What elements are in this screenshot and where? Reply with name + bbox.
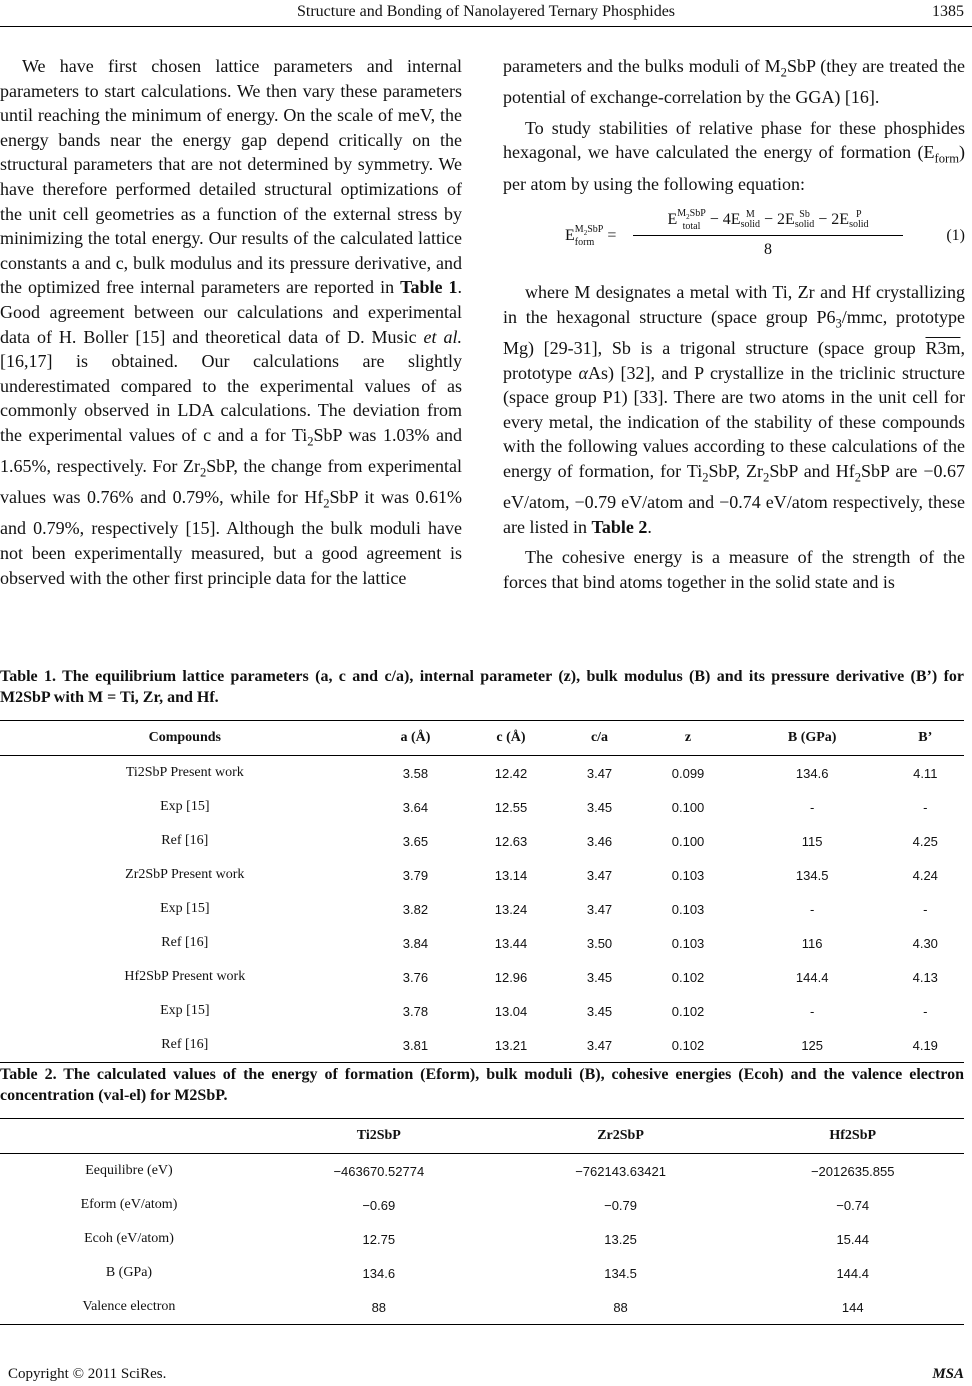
text-run: ) per atom by using the following equation: (503, 142, 965, 194)
table-cell: 88 (258, 1290, 500, 1325)
row-label: Hf2SbP Present work (124, 969, 246, 984)
table-cell: 0.102 (638, 1028, 738, 1063)
equation-number: (1) (946, 227, 965, 245)
table-cell: - (923, 901, 928, 917)
table-cell: 125 (738, 1028, 887, 1063)
table-row (0, 1154, 964, 1189)
table-cell: 3.82 (402, 901, 429, 917)
row-label: Eequilibre (eV) (85, 1163, 173, 1178)
table-cell: 13.14 (494, 867, 528, 883)
row-label: Ref [16] (161, 935, 209, 950)
row-label: Ti2SbP Present work (125, 765, 244, 780)
table-cell: 0.100 (671, 833, 705, 849)
table-cell: - (810, 1003, 815, 1019)
table-cell: - (923, 799, 928, 815)
column-header: B’ (887, 721, 964, 756)
running-title: Structure and Bonding of Nanolayered Ternary Phosphides (296, 3, 676, 20)
text-run: where M designates a metal with Ti, Zr and Hf crystallizing in the hexagonal structure (space group P6 (503, 282, 965, 327)
table-cell: 88 (500, 1290, 742, 1325)
table-cell: 3.58 (402, 765, 429, 781)
table-cell: - (810, 799, 815, 815)
header-rule (0, 26, 972, 27)
table-row (0, 824, 964, 858)
text-run: parameters and the bulks moduli of M (503, 56, 781, 76)
text-run: ) [33]. There are two atoms in the unit cell for every metal, the indication of the stability of these compounds with the following values according to these calculations of the energy of formation, for Ti (503, 387, 965, 481)
paragraph-formation (503, 116, 965, 196)
subscript-2: 2 (323, 496, 330, 511)
column-header: Zr2SbP (500, 1119, 742, 1154)
equation-1 (503, 204, 965, 270)
table-row (0, 756, 964, 791)
row-label: Exp [15] (160, 901, 210, 916)
table-cell: 3.79 (402, 867, 429, 883)
column-header: c (Å) (461, 721, 561, 756)
table-row (0, 926, 964, 960)
table-cell: 3.50 (586, 935, 613, 951)
table-row (0, 1222, 964, 1256)
table-cell: 3.47 (586, 765, 613, 781)
table-cell: 3.45 (586, 1003, 613, 1019)
table-cell: - (923, 1003, 928, 1019)
table-cell: 3.84 (402, 935, 429, 951)
table-cell: 13.21 (461, 1028, 561, 1063)
table-cell: −0.74 (836, 1197, 870, 1213)
table-cell: - (810, 901, 815, 917)
row-label: Ecoh (eV/atom) (84, 1231, 174, 1246)
text-run: We have first chosen lattice parameters and internal parameters to start calculations. We then vary these parameters until reaching the minimum of energy. On the scale of meV, the energy bands near the energy gap depend critically on the structural parameters that are not determined by symmetry. We have therefore performed detailed structural optimizations of the unit cell geometries as a function of the external stress by minimizing the total energy. Our results of the calculated lattice constants a and c, bulk modulus and its pressure derivative, and the optimized free internal parameters are reported in (0, 56, 462, 298)
paragraph-cohesive: The cohesive energy is a measure of the strength of the forces that bind atoms together in the solid state and is (503, 547, 965, 592)
text-run: SbP are −0.67 eV/atom, −0.79 eV/atom and −0.74 eV/atom respectively, these are listed in (503, 460, 966, 537)
column-header: a (Å) (370, 721, 462, 756)
table-cell: −762143.63421 (575, 1163, 666, 1179)
table-cell: 134.6 (362, 1265, 396, 1281)
column-header (0, 1119, 258, 1154)
subscript-2: 2 (854, 470, 861, 485)
table-cell: −463670.52774 (333, 1163, 425, 1179)
text-run: [16,17] is obtained. Our calculations are slightly underestimated compared to the experimental values of as commonly observed in LDA calculations. The deviation from the experimental values of c and a for Ti (0, 351, 462, 445)
table-cell: 3.65 (402, 833, 429, 849)
table-cell: 3.45 (586, 969, 613, 985)
table-cell: 12.55 (494, 799, 528, 815)
table-cell: 3.47 (586, 901, 613, 917)
text-run: , prototype (503, 337, 965, 383)
table-cell: 3.78 (402, 1003, 429, 1019)
table-header-row (0, 721, 964, 756)
table-cell: 0.103 (671, 935, 705, 951)
table-cell: 0.103 (671, 901, 705, 917)
text-run: . Good agreement between our calculations and experimental data of H. Boller [15] and theoretical data of D. Music (0, 277, 463, 347)
text-run: As) [32], and P crystallize in the triclinic structure (space group (503, 362, 965, 408)
paragraph-continued (503, 54, 965, 110)
table-row (0, 994, 964, 1028)
table-cell: 116 (801, 935, 823, 951)
table-cell: 4.19 (887, 1028, 964, 1063)
table-cell: 12.63 (494, 833, 528, 849)
page-number: 1385 (932, 3, 964, 20)
table-cell: 3.76 (402, 969, 429, 985)
table-cell: 13.44 (494, 935, 528, 951)
table-cell: 4.30 (912, 935, 938, 951)
table-1-ref: Table 1 (400, 277, 458, 298)
row-label: Valence electron (0, 1290, 258, 1325)
alpha-symbol: α (578, 362, 588, 383)
equation-lhs: E $M_2SbP$ form = (565, 223, 617, 248)
table-cell: 4.25 (912, 833, 938, 849)
et-al: et al. (423, 326, 462, 347)
subscript-form: form (934, 151, 959, 166)
left-column (0, 54, 462, 590)
equation-fraction (633, 208, 903, 262)
table-cell: 4.13 (912, 969, 938, 985)
equation-denominator: 8 (764, 240, 772, 258)
subscript-2: 2 (307, 434, 314, 449)
table-cell: 0.100 (671, 799, 705, 815)
column-header: Ti2SbP (258, 1119, 500, 1154)
row-label: Zr2SbP Present work (125, 867, 245, 882)
column-header: Compounds (0, 721, 370, 756)
subscript-2: 2 (780, 65, 787, 80)
table-cell: 134.6 (795, 765, 829, 781)
table-cell: 3.64 (402, 799, 429, 815)
table-cell: 3.47 (561, 1028, 638, 1063)
table-1 (0, 720, 964, 1063)
journal-name: MSA (932, 1366, 964, 1382)
table-cell: 12.75 (362, 1231, 396, 1247)
table-row (0, 892, 964, 926)
table-cell: 115 (801, 833, 823, 849)
table-cell: 3.45 (586, 799, 613, 815)
table-cell: 15.44 (836, 1231, 869, 1247)
table-cell: 3.81 (370, 1028, 462, 1063)
table-row (0, 960, 964, 994)
space-group-r3m: R3m (925, 337, 961, 358)
text-run: SbP, the change from experimental values was 0.76% and 0.79%, while for Hf (0, 456, 463, 508)
lhs-symbol: E (565, 227, 575, 245)
table-row (0, 1028, 964, 1063)
table-cell: 12.42 (494, 765, 528, 781)
equation-numerator: E $M_2SbP$ total − 4E M solid − 2E Sb solid − 2E P solid (633, 208, 903, 236)
column-header: Hf2SbP (741, 1119, 964, 1154)
table-cell: 13.04 (494, 1003, 528, 1019)
table-cell: 12.96 (494, 969, 528, 985)
row-label: Exp [15] (160, 799, 210, 814)
table-cell: 0.102 (671, 969, 705, 985)
table-cell: 13.24 (494, 901, 528, 917)
table-row (0, 1256, 964, 1290)
column-header: B (GPa) (738, 721, 887, 756)
column-header: c/a (561, 721, 638, 756)
table-cell: 134.5 (795, 867, 829, 883)
table-cell: −2012635.855 (810, 1163, 895, 1179)
table-cell: 134.5 (604, 1265, 637, 1281)
text-run: /mmc, prototype Mg) [29-31], Sb is a trigonal structure (space group (503, 306, 966, 358)
table-cell: 4.11 (913, 765, 938, 781)
table-cell: −0.69 (362, 1197, 396, 1213)
text-run: SbP (they are treated the potential of exchange-correlation by the GGA) [16]. (503, 56, 965, 108)
table-cell: 3.46 (586, 833, 613, 849)
paragraph-stability (503, 280, 965, 539)
table-2-ref: Table 2 (591, 516, 648, 537)
text-run: SbP and Hf (769, 460, 855, 481)
copyright: Copyright © 2011 SciRes. (8, 1366, 167, 1382)
table-cell: 144.4 (795, 969, 829, 985)
table-row (0, 1188, 964, 1222)
space-group-p1: P1 (602, 387, 622, 408)
table-row (0, 858, 964, 892)
row-label: Ref [16] (161, 833, 209, 848)
table-cell: −0.79 (604, 1197, 638, 1213)
table-row (0, 790, 964, 824)
text-run: SbP it was 0.61% and 0.79%, respectively [15]. Although the bulk moduli have not been experimentally measured, but a good agreement is observed with the other first principle data for the lattice (0, 487, 463, 588)
table-cell: 13.25 (604, 1231, 637, 1247)
subscript-2: 2 (200, 465, 207, 480)
table-1-caption: Table 1. The equilibrium lattice parameters (a, c and c/a), internal parameter (z), bulk modulus (B) and its pressure derivative (B’) for M2SbP with M = Ti, Zr, and Hf. (0, 668, 964, 706)
row-label: Eform (eV/atom) (80, 1197, 178, 1212)
table-cell: 4.24 (912, 867, 938, 883)
subscript-3: 3 (835, 316, 842, 331)
table-2 (0, 1118, 964, 1325)
text-run: To study stabilities of relative phase for these phosphides hexagonal, we have calculated the energy of formation (E (503, 117, 965, 163)
table-cell: 0.103 (671, 867, 705, 883)
table-cell: 144.4 (836, 1265, 869, 1281)
row-label: Ref [16] (0, 1028, 370, 1063)
table-cell: 0.099 (671, 765, 705, 781)
table-cell: 144 (741, 1290, 964, 1325)
page-header (0, 0, 972, 28)
table-cell: 3.47 (586, 867, 613, 883)
subscript-2: 2 (702, 470, 709, 485)
paragraph-lattice (0, 54, 462, 590)
table-2-caption: Table 2. The calculated values of the energy of formation (Eform), bulk moduli (B), cohesive energies (Ecoh) and the valence electron concentration (val-el) for M2SbP. (0, 1066, 964, 1104)
text-run: . (647, 516, 652, 537)
page-footer (0, 1366, 972, 1386)
row-label: B (GPa) (105, 1265, 153, 1280)
table-cell: 0.102 (671, 1003, 705, 1019)
text-run: SbP, Zr (708, 460, 764, 481)
right-column (503, 54, 965, 594)
text-run: SbP was 1.03% and 1.65%, respectively. For Zr (0, 424, 462, 477)
subscript-2: 2 (763, 470, 770, 485)
row-label: Exp [15] (160, 1003, 210, 1018)
table-row (0, 1290, 964, 1325)
table-header-row (0, 1119, 964, 1154)
column-header: z (638, 721, 738, 756)
